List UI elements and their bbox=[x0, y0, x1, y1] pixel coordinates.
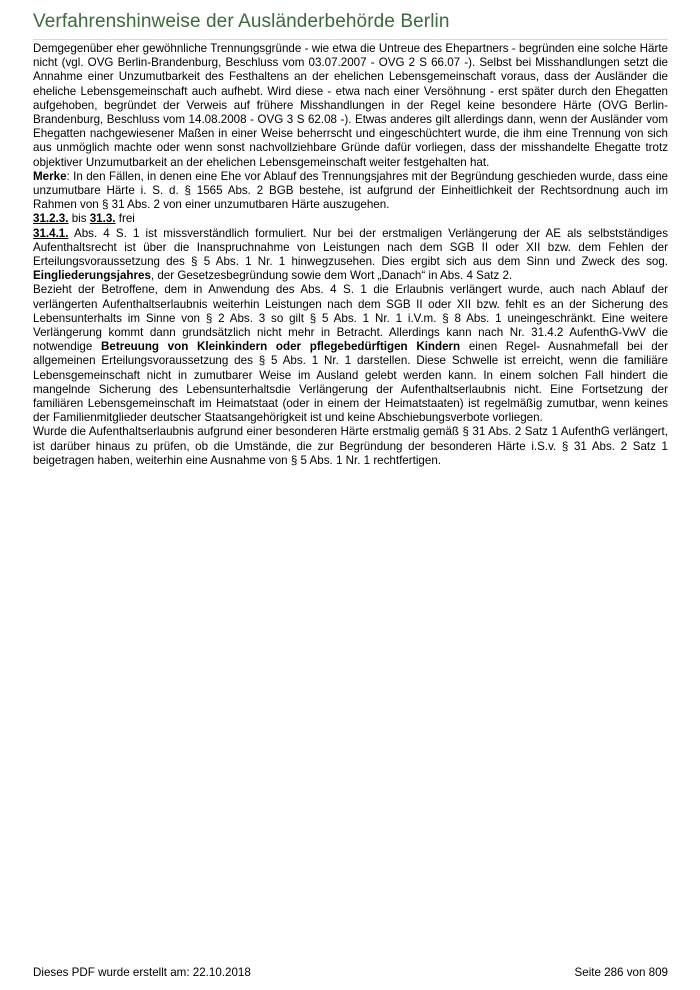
link-31-2-3[interactable]: 31.2.3. bbox=[33, 212, 69, 226]
text-bis: bis bbox=[68, 212, 90, 226]
page-header bbox=[33, 11, 668, 40]
paragraph-31-4-1 bbox=[33, 227, 668, 284]
bold-betreuung: Betreuung von Kleinkindern oder pflegebedürftigen Kindern bbox=[101, 340, 461, 354]
link-31-3[interactable]: 31.3. bbox=[89, 212, 116, 226]
paragraph-haerte: Demgegenüber eher gewöhnliche Trennungsgründe - wie etwa die Untreue des Ehepartners - begründen eine solche Härte nicht (vgl. OVG Berlin-Brandenburg, Beschluss vom 03.07.2007 - OVG 2 S 66.07 -). Selbst bei Misshandlungen setzt die Annahme einer Unzumutbarkeit des Festhaltens an der ehelichen Lebensgemeinschaft voraus, dass der Ausländer die eheliche Lebensgemeinschaft auch aufhebt. Wird diese - etwa nach einer Versöhnung - erst später durch den Ehegatten aufgehoben, begründet der Verweis auf frühere Misshandlungen in der Regel keine besondere Härte (OVG Berlin-Brandenburg, Beschluss vom 14.08.2008 - OVG 3 S 62.08 -). Etwas anderes gilt allerdings dann, wenn der Ausländer vom Ehegatten nachgewiesener Maßen in einer Weise beherrscht und eingeschüchtert wurde, die ihm eine Trennung von sich aus unmöglich machte oder wenn sonst nachvollziehbare Gründe dafür vorliegen, dass der misshandelte Ehegatte trotz objektiver Unzumutbarkeit an der ehelichen Lebensgemeinschaft weiter festgehalten hat. bbox=[33, 42, 668, 169]
bold-eingliederungsjahr: Eingliederungsjahres bbox=[33, 269, 151, 283]
footer-page-number: Seite 286 von 809 bbox=[574, 966, 668, 979]
document-body bbox=[33, 42, 668, 468]
link-31-4-1[interactable]: 31.4.1. bbox=[33, 226, 69, 240]
text-lebensunterhalt: Bezieht der Betroffene, dem in Anwendung des Abs. 4 S. 1 die Erlaubnis verlängert wurde, auch nach Ablauf der verlängerten Aufenthaltserlaubnis weiterhin Leistungen nach dem SGB II oder XII bzw. fehlt es an der Sicherung des Lebensunterhalts im Sinne von § 2 Abs. 3 so gilt § 5 Abs. 1 Nr. 1 i.V.m. § 8 Abs. 1 uneingeschränkt. Eine weitere Verlängerung kommt dann grundsätzlich nicht mehr in Betracht. Allerdings kann nach Nr. 31.4.2 AufenthG-VwV die notwendige bbox=[33, 283, 668, 354]
page-footer bbox=[33, 966, 668, 979]
paragraph-verlaengerung: Wurde die Aufenthaltserlaubnis aufgrund einer besonderen Härte erstmalig gemäß § 31 Abs. 2 Satz 1 AufenthG verlängert, ist darüber hinaus zu prüfen, ob die Umstände, die zur Begründung der besonderen Härte i.S.v. § 31 Abs. 2 Satz 1 beigetragen haben, weiterhin eine Ausnahme von § 5 Abs. 1 Nr. 1 rechtfertigen. bbox=[33, 425, 668, 467]
page-title: Verfahrenshinweise der Ausländerbehörde Berlin bbox=[33, 11, 450, 32]
text-frei: frei bbox=[115, 212, 135, 226]
paragraph-merke bbox=[33, 170, 668, 213]
paragraph-frei bbox=[33, 212, 668, 226]
footer-created: Dieses PDF wurde erstellt am: 22.10.2018 bbox=[33, 966, 251, 979]
text-31-4-1: Abs. 4 S. 1 ist missverständlich formuliert. Nur bei der erstmaligen Verlängerung der AE als selbstständiges Aufenthaltsrecht ist über die Inanspruchnahme von Leistungen nach dem SGB II oder XII bzw. dem Fehlen der Erteilungsvoraussetzung des § 5 Abs. 1 Nr. 1 hinwegzusehen. Dies ergibt sich aus dem Sinn und Zweck des sog. bbox=[33, 226, 668, 269]
paragraph-lebensunterhalt bbox=[33, 283, 668, 425]
merke-label: Merke bbox=[33, 169, 67, 183]
text-lebensunterhalt-end: einen Regel- Ausnahmefall bei der allgemeinen Erteilungsvoraussetzung des § 5 Abs. 1 Nr. 1 darstellen. Diese Schwelle ist erreicht, wenn die familiäre Lebensgemeinschaft nicht in zumutbarer Weise im Ausland gelebt werden kann. In einem solchen Fall hindert die mangelnde Sicherung des Lebensunterhaltsdie Verlängerung der Aufenthaltserlaubnis nicht. Eine Fortsetzung der familiären Lebensgemeinschaft im Heimatstaat (oder in einem der Heimatstaaten) ist regelmäßig zumutbar, wenn keines der Familienmitglieder deutscher Staatsangehörigkeit ist und keine Abschiebungsverbote vorliegen. bbox=[33, 340, 668, 425]
merke-text: : In den Fällen, in denen eine Ehe vor Ablauf des Trennungsjahres mit der Begründung geschieden wurde, dass eine unzumutbare Härte i. S. d. § 1565 Abs. 2 BGB bestehe, ist aufgrund der Einheitlichkeit der Rechtsordnung auch im Rahmen von § 31 Abs. 2 von einer unzumutbaren Härte auszugehen. bbox=[33, 169, 668, 212]
text-31-4-1-end: , der Gesetzesbegründung sowie dem Wort „Danach“ in Abs. 4 Satz 2. bbox=[150, 269, 513, 283]
